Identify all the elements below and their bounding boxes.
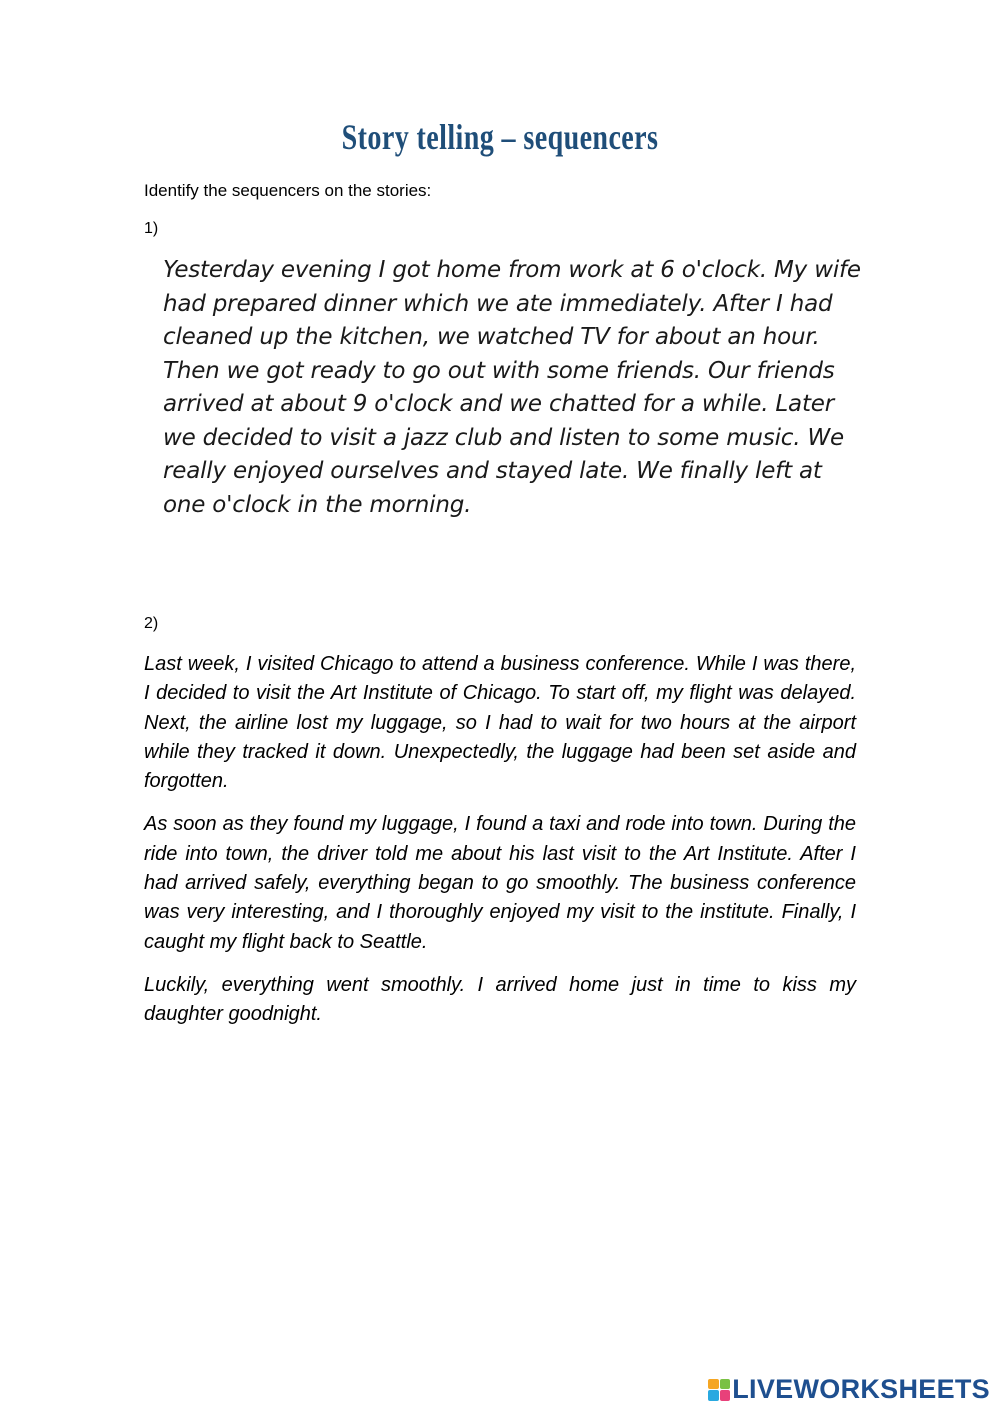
liveworksheets-logo-icon xyxy=(708,1379,730,1401)
story-2-paragraph-1: Last week, I visited Chicago to attend a business conference. While I was there, I decided to visit the Art Institute of Chicago. To start off, my flight was delayed. Next, the airline lost my luggage, so I had to wait for two hours at the airport while they tracked it down. Unexpectedly, the luggage had been set aside and forgotten. xyxy=(144,653,856,793)
story-2-paragraph-3: Luckily, everything went smoothly. I arrived home just in time to kiss my daughter goodnight. xyxy=(144,973,856,1026)
story-1-text: Yesterday evening I got home from work at 6 o'clock. My wife had prepared dinner which we ate immediately. After I had cleaned up the kitchen, we watched TV for about an hour. Then we got ready to go out with some friends. Our friends arrived at about 9 o'clock and we chatted for a while. Later we decided to visit a jazz club and listen to some music. We really enjoyed ourselves and stayed late. We finally left at one o'clock in the morning. xyxy=(163,257,861,518)
liveworksheets-brand[interactable] xyxy=(708,1374,990,1405)
instruction-text: Identify the sequencers on the stories: xyxy=(144,181,432,200)
story-2 xyxy=(144,650,856,1044)
story-1-number: 1) xyxy=(144,220,159,237)
story-2-number: 2) xyxy=(144,615,159,632)
story-2-paragraph-2: As soon as they found my luggage, I found a taxi and rode into town. During the ride into town, the driver told me about his last visit to the Art Institute. After I had arrived safely, everything began to go smoothly. The business conference was very interesting, and I thoroughly enjoyed my visit to the institute. Finally, I caught my flight back to Seattle. xyxy=(144,813,856,953)
brand-name: LIVEWORKSHEETS xyxy=(732,1374,990,1404)
page-title: Story telling – sequencers xyxy=(341,117,659,157)
